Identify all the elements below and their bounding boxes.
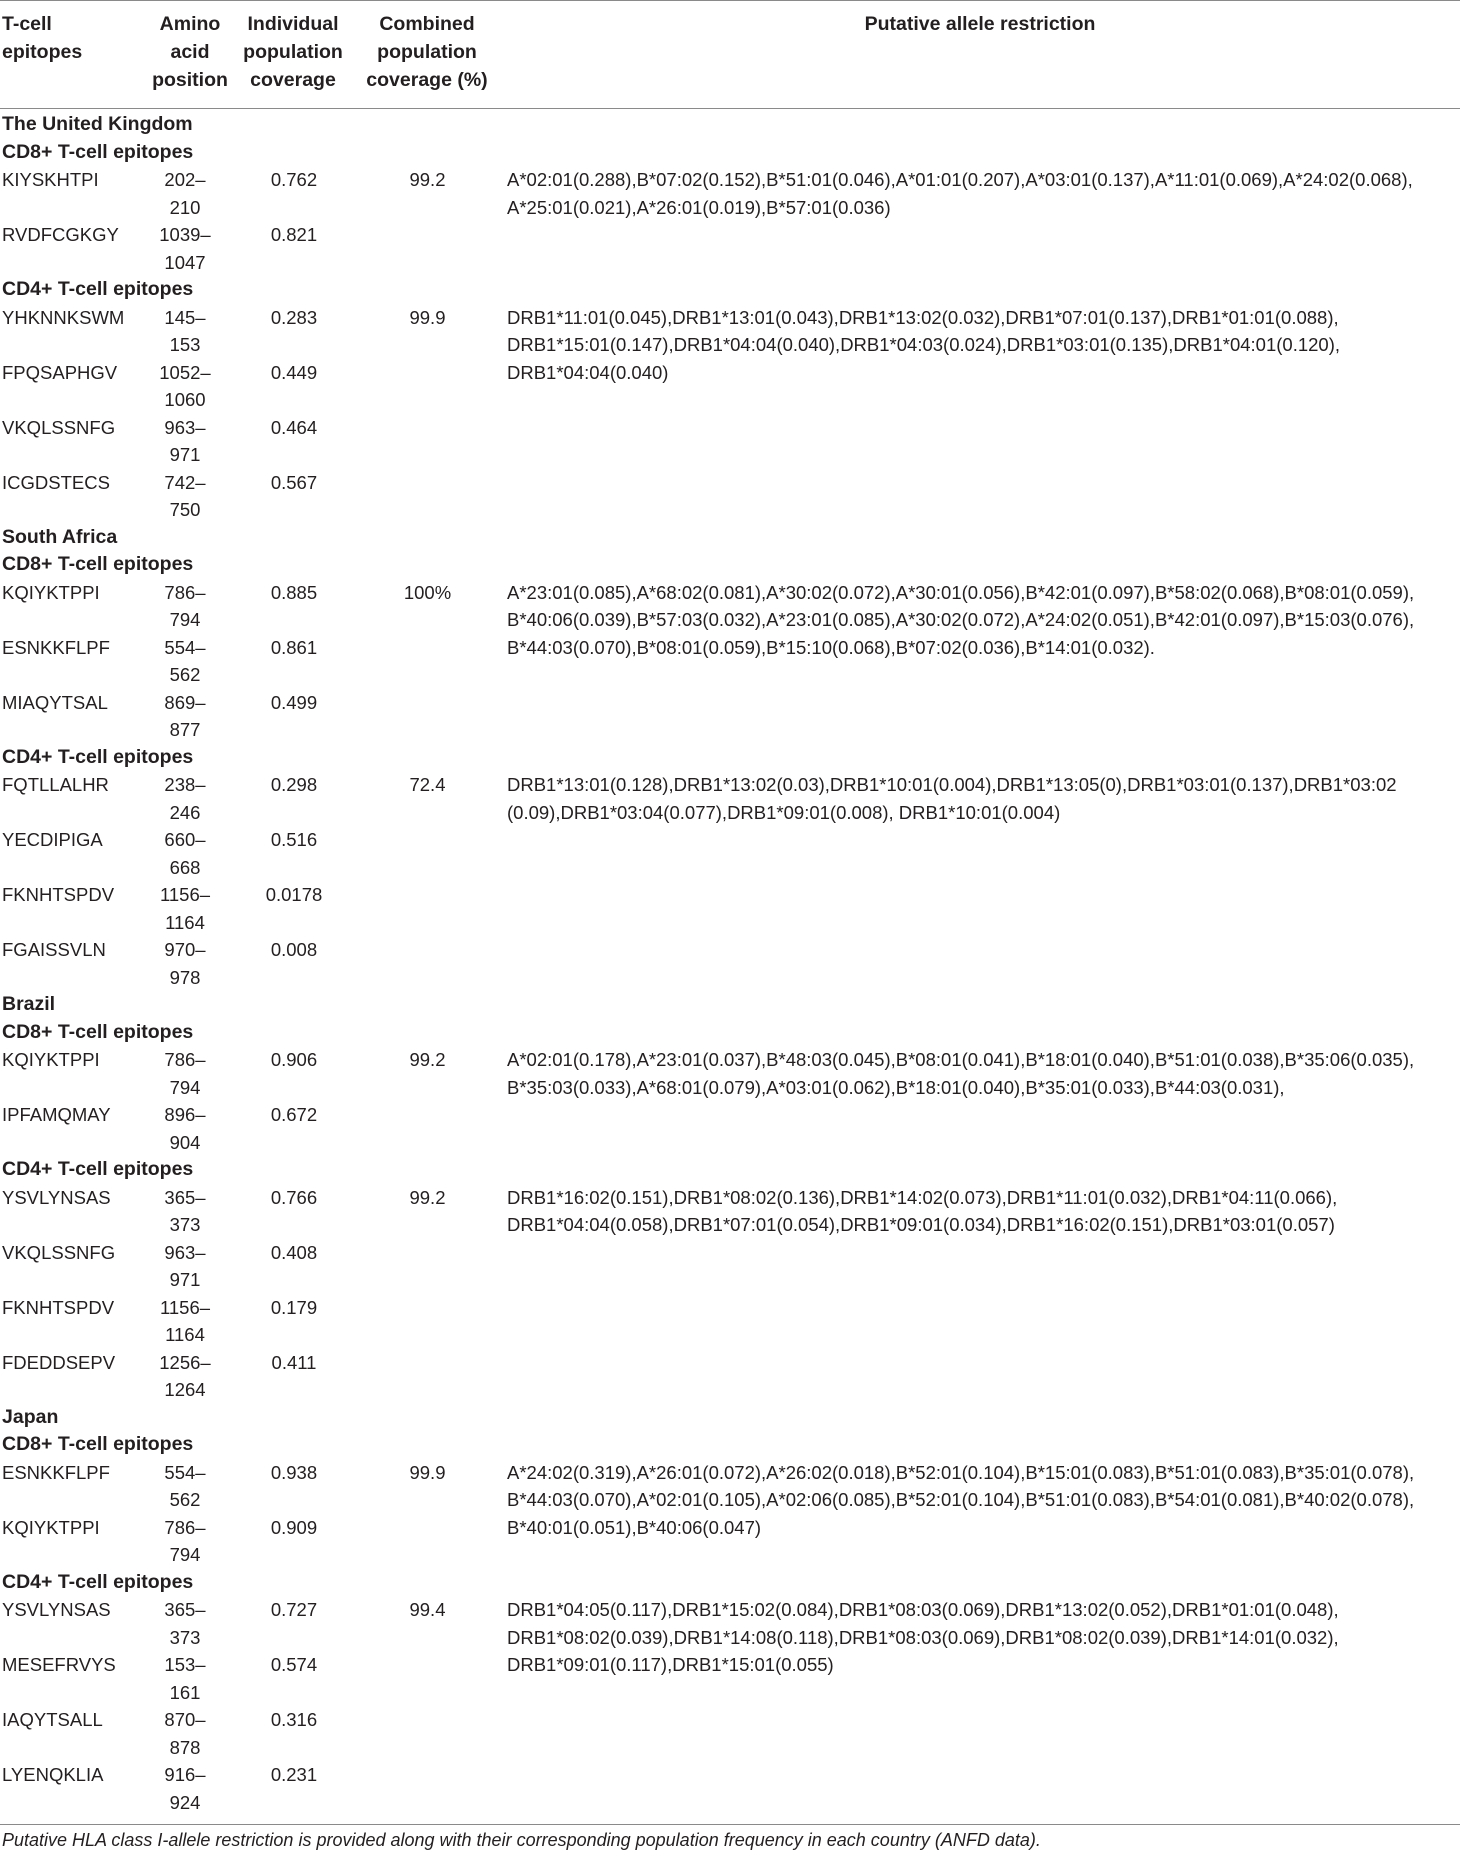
individual-coverage-cell: 0.906	[270, 1049, 318, 1070]
position-line: 238–	[164, 774, 206, 795]
position-cell	[145, 826, 225, 881]
position-line: 202–	[164, 169, 206, 190]
allele-restriction-cell	[507, 166, 1459, 221]
epitope-cell: KQIYKTPPI	[2, 1049, 100, 1070]
position-line: 786–	[164, 1049, 206, 1070]
header-position	[140, 10, 240, 94]
individual-coverage-cell: 0.298	[270, 774, 318, 795]
epitope-type-heading	[0, 1431, 1460, 1459]
table-row	[0, 1706, 1460, 1761]
position-cell	[145, 1294, 225, 1349]
position-cell	[145, 1761, 225, 1816]
allele-line: B*44:03(0.070),A*02:01(0.105),A*02:06(0.085),B*52:01(0.104),B*51:01(0.083),B*54:01(0.081),B*40:02(0.078),	[507, 1489, 1415, 1510]
header-line: coverage (%)	[366, 69, 488, 91]
epitope-cell: MESEFRVYS	[2, 1654, 116, 1675]
epitope-type-heading	[0, 1019, 1460, 1047]
heading-text: CD8+ T-cell epitopes	[2, 140, 194, 163]
position-cell	[145, 579, 225, 634]
combined-coverage-cell: 99.4	[409, 1599, 446, 1620]
position-cell	[145, 881, 225, 936]
allele-line: DRB1*04:05(0.117),DRB1*15:02(0.084),DRB1*08:03(0.069),DRB1*13:02(0.052),DRB1*01:01(0.048),	[507, 1599, 1339, 1620]
table-row	[0, 881, 1460, 936]
position-line: 794	[169, 609, 201, 630]
combined-coverage-cell: 99.9	[409, 1461, 446, 1483]
individual-coverage-cell: 0.574	[270, 1654, 318, 1675]
table-row	[0, 1514, 1460, 1569]
position-cell	[145, 1459, 225, 1514]
header-line: epitopes	[2, 41, 83, 63]
individual-coverage-cell: 0.449	[270, 361, 318, 383]
position-line: 373	[169, 1214, 201, 1235]
individual-coverage-cell: 0.499	[270, 691, 318, 713]
epitope-cell: KQIYKTPPI	[2, 1516, 100, 1538]
position-cell	[145, 1046, 225, 1101]
position-line: 1164	[165, 911, 205, 933]
header-line: acid	[170, 41, 210, 63]
heading-text: Japan	[2, 1405, 59, 1428]
position-line: 554–	[164, 1461, 206, 1483]
position-line: 869–	[164, 691, 206, 713]
individual-coverage-cell: 0.821	[270, 224, 318, 245]
individual-coverage-cell: 0.179	[270, 1296, 318, 1318]
table-row	[0, 936, 1460, 991]
epitope-type-heading	[0, 276, 1460, 304]
position-line: 963–	[164, 1241, 206, 1263]
table-row	[0, 359, 1460, 414]
epitope-cell: YSVLYNSAS	[2, 1599, 111, 1620]
position-line: 877	[169, 719, 201, 740]
epitope-cell: ESNKKFLPF	[2, 1461, 110, 1483]
combined-coverage-cell: 99.2	[409, 169, 446, 190]
position-line: 878	[169, 1736, 201, 1758]
heading-text: Brazil	[2, 993, 56, 1015]
individual-coverage-cell: 0.567	[270, 471, 318, 493]
heading-text: CD8+ T-cell epitopes	[2, 1020, 194, 1043]
table-body	[0, 109, 1460, 1816]
table-row	[0, 1239, 1460, 1294]
allele-line: DRB1*13:01(0.128),DRB1*13:02(0.03),DRB1*10:01(0.004),DRB1*13:05(0),DRB1*03:01(0.137),DRB1*03:02	[507, 774, 1397, 795]
position-line: 1047	[164, 251, 206, 273]
epitope-cell: FPQSAPHGV	[2, 361, 118, 383]
individual-coverage-cell: 0.408	[270, 1241, 318, 1263]
epitope-cell: FKNHTSPDV	[2, 884, 115, 905]
position-cell	[145, 469, 225, 524]
position-line: 246	[169, 801, 201, 823]
allele-line: A*24:02(0.319),A*26:01(0.072),A*26:02(0.018),B*52:01(0.104),B*15:01(0.083),B*51:01(0.083),B*35:01(0.078),	[507, 1461, 1415, 1483]
combined-coverage-cell: 100%	[403, 581, 452, 603]
position-line: 1039–	[159, 224, 211, 245]
position-cell	[145, 166, 225, 221]
header-line: population	[377, 41, 477, 63]
country-heading	[0, 1404, 1460, 1432]
position-line: 210	[169, 196, 201, 218]
position-line: 794	[169, 1544, 201, 1565]
epitope-cell: RVDFCGKGY	[2, 224, 119, 245]
position-line: 786–	[164, 1516, 206, 1538]
position-cell	[145, 1101, 225, 1156]
position-line: 904	[169, 1131, 201, 1153]
epitope-cell: IAQYTSALL	[2, 1709, 103, 1730]
position-cell	[145, 771, 225, 826]
table-row	[0, 469, 1460, 524]
table-row	[0, 166, 1460, 221]
epitope-type-heading	[0, 1569, 1460, 1597]
position-line: 963–	[164, 416, 206, 438]
individual-coverage-cell: 0.727	[270, 1599, 318, 1620]
position-line: 750	[169, 499, 201, 520]
epitope-cell: IPFAMQMAY	[2, 1104, 111, 1125]
individual-coverage-cell: 0.316	[270, 1709, 318, 1730]
position-cell	[145, 1239, 225, 1294]
position-line: 924	[169, 1791, 201, 1813]
heading-text: CD4+ T-cell epitopes	[2, 278, 194, 300]
country-heading	[0, 111, 1460, 139]
combined-coverage-cell: 72.4	[409, 774, 446, 795]
heading-text: CD8+ T-cell epitopes	[2, 553, 194, 575]
epitope-cell: YECDIPIGA	[2, 829, 103, 850]
header-line: population	[243, 41, 343, 63]
header-line: position	[152, 69, 228, 91]
individual-coverage-cell: 0.938	[270, 1461, 318, 1483]
epitope-cell: KQIYKTPPI	[2, 581, 100, 603]
epitope-type-heading	[0, 1156, 1460, 1184]
position-line: 668	[169, 856, 201, 878]
position-line: 1052–	[159, 361, 211, 383]
epitope-cell: MIAQYTSAL	[2, 691, 108, 713]
header-epitopes	[2, 10, 132, 66]
country-heading	[0, 991, 1460, 1019]
position-cell	[145, 1349, 225, 1404]
position-cell	[145, 634, 225, 689]
header-line: T-cell	[2, 13, 52, 35]
table-row	[0, 1046, 1460, 1101]
individual-coverage-cell: 0.909	[270, 1516, 318, 1538]
individual-coverage-cell: 0.464	[270, 416, 318, 438]
position-line: 1156–	[159, 1296, 211, 1318]
heading-text: CD8+ T-cell epitopes	[2, 1433, 194, 1455]
position-line: 153	[169, 334, 201, 355]
individual-coverage-cell: 0.008	[270, 939, 318, 960]
position-cell	[145, 359, 225, 414]
allele-line: B*44:03(0.070),B*08:01(0.059),B*15:10(0.068),B*07:02(0.036),B*14:01(0.032).	[507, 636, 1155, 658]
epitope-cell: LYENQKLIA	[2, 1764, 104, 1785]
position-line: 1164	[165, 1324, 205, 1345]
footnote-text: Putative HLA class I-allele restriction is provided along with their corresponding population frequency in each country (ANFD data).	[2, 1830, 1041, 1850]
position-line: 1060	[164, 389, 206, 410]
allele-line: DRB1*15:01(0.147),DRB1*04:04(0.040),DRB1*04:03(0.024),DRB1*03:01(0.135),DRB1*04:01(0.120),	[507, 334, 1340, 355]
individual-coverage-cell: 0.0178	[265, 884, 323, 905]
epitope-type-heading	[0, 551, 1460, 579]
header-line: Amino	[159, 13, 221, 35]
epitope-cell: ESNKKFLPF	[2, 636, 110, 658]
header-line: Individual	[247, 13, 339, 35]
table-row	[0, 1184, 1460, 1239]
individual-coverage-cell: 0.411	[271, 1351, 317, 1373]
position-line: 161	[169, 1681, 201, 1703]
heading-text: CD4+ T-cell epitopes	[2, 1158, 194, 1180]
position-line: 971	[169, 1269, 201, 1290]
epitope-cell: YHKNNKSWM	[2, 306, 125, 328]
header-combined-coverage	[362, 10, 492, 94]
epitope-cell: ICGDSTECS	[2, 471, 110, 493]
allele-restriction-cell	[507, 1046, 1459, 1101]
epitope-type-heading	[0, 744, 1460, 772]
epitope-cell: FKNHTSPDV	[2, 1296, 115, 1318]
header-allele-restriction: Putative allele restriction	[864, 13, 1096, 35]
position-line: 916–	[164, 1764, 206, 1785]
allele-line: DRB1*08:02(0.039),DRB1*14:08(0.118),DRB1*08:03(0.069),DRB1*08:02(0.039),DRB1*14:01(0.032),	[507, 1626, 1339, 1648]
position-line: 365–	[164, 1186, 206, 1208]
country-heading	[0, 524, 1460, 552]
allele-restriction-cell	[507, 771, 1459, 826]
position-cell	[145, 221, 225, 276]
position-line: 660–	[164, 829, 206, 850]
table-footnote	[0, 1824, 1460, 1850]
allele-line: B*35:03(0.033),A*68:01(0.079),A*03:01(0.062),B*18:01(0.040),B*35:01(0.033),B*44:03(0.031),	[507, 1076, 1285, 1098]
header-line: Combined	[379, 13, 475, 35]
position-cell	[145, 1514, 225, 1569]
allele-line: A*25:01(0.021),A*26:01(0.019),B*57:01(0.036)	[507, 196, 891, 218]
epitope-cell: VKQLSSNFG	[2, 1241, 116, 1263]
position-cell	[145, 1651, 225, 1706]
allele-line: B*40:06(0.039),B*57:03(0.032),A*23:01(0.085),A*30:02(0.072),A*24:02(0.051),B*42:01(0.097),B*15:03(0.076),	[507, 609, 1415, 630]
table-row	[0, 1294, 1460, 1349]
allele-line: DRB1*09:01(0.117),DRB1*15:01(0.055)	[507, 1654, 834, 1675]
epitope-cell: FGAISSVLN	[2, 939, 106, 960]
epitope-cell: VKQLSSNFG	[2, 416, 116, 438]
position-line: 978	[169, 966, 201, 988]
combined-coverage-cell: 99.9	[409, 306, 446, 328]
position-line: 1156–	[159, 884, 211, 905]
table-row	[0, 634, 1460, 689]
position-cell	[145, 689, 225, 744]
allele-line: A*23:01(0.085),A*68:02(0.081),A*30:02(0.072),A*30:01(0.056),B*42:01(0.097),B*58:02(0.068),B*08:01(0.059),	[507, 581, 1415, 603]
combined-coverage-cell: 99.2	[409, 1049, 446, 1070]
position-line: 554–	[164, 636, 206, 658]
position-cell	[145, 936, 225, 991]
position-line: 870–	[164, 1709, 206, 1730]
individual-coverage-cell: 0.766	[270, 1186, 318, 1208]
allele-line: B*40:01(0.051),B*40:06(0.047)	[507, 1516, 762, 1538]
individual-coverage-cell: 0.672	[270, 1104, 318, 1125]
position-line: 786–	[164, 581, 206, 603]
table-row	[0, 414, 1460, 469]
table-row	[0, 826, 1460, 881]
position-cell	[145, 1706, 225, 1761]
position-line: 794	[169, 1076, 201, 1098]
allele-line: A*02:01(0.288),B*07:02(0.152),B*51:01(0.046),A*01:01(0.207),A*03:01(0.137),A*11:01(0.069),A*24:02(0.068),	[507, 169, 1413, 190]
heading-text: South Africa	[2, 525, 118, 548]
allele-line: DRB1*11:01(0.045),DRB1*13:01(0.043),DRB1*13:02(0.032),DRB1*07:01(0.137),DRB1*01:01(0.088),	[507, 306, 1339, 328]
position-line: 145–	[164, 306, 206, 328]
table-row	[0, 1761, 1460, 1816]
individual-coverage-cell: 0.762	[270, 169, 318, 190]
epitope-type-heading	[0, 139, 1460, 167]
position-line: 373	[169, 1626, 201, 1648]
heading-text: The United Kingdom	[2, 113, 193, 135]
table-row	[0, 771, 1460, 826]
position-line: 365–	[164, 1599, 206, 1620]
epitope-cell: FDEDDSEPV	[2, 1351, 116, 1373]
individual-coverage-cell: 0.231	[270, 1764, 318, 1785]
allele-line: A*02:01(0.178),A*23:01(0.037),B*48:03(0.045),B*08:01(0.041),B*18:01(0.040),B*51:01(0.038),B*35:06(0.035),	[507, 1049, 1415, 1070]
position-line: 970–	[164, 939, 206, 960]
allele-line: DRB1*04:04(0.040)	[507, 361, 669, 383]
position-line: 562	[169, 1489, 201, 1510]
individual-coverage-cell: 0.516	[270, 829, 318, 850]
allele-line: DRB1*04:04(0.058),DRB1*07:01(0.054),DRB1*09:01(0.034),DRB1*16:02(0.151),DRB1*03:01(0.057)	[507, 1214, 1335, 1235]
table-row	[0, 1101, 1460, 1156]
epitope-cell: FQTLLALHR	[2, 774, 109, 795]
table-row	[0, 221, 1460, 276]
position-cell	[145, 304, 225, 359]
individual-coverage-cell: 0.283	[270, 306, 318, 328]
position-line: 742–	[164, 471, 206, 493]
epitope-cell: YSVLYNSAS	[2, 1186, 111, 1208]
epitope-cell: KIYSKHTPI	[2, 169, 99, 190]
position-line: 562	[169, 664, 201, 685]
individual-coverage-cell: 0.861	[270, 636, 318, 658]
individual-coverage-cell: 0.885	[270, 581, 318, 603]
table-header	[0, 0, 1460, 109]
allele-line: DRB1*16:02(0.151),DRB1*08:02(0.136),DRB1*14:02(0.073),DRB1*11:01(0.032),DRB1*04:11(0.066),	[507, 1186, 1338, 1208]
table-row	[0, 1349, 1460, 1404]
position-line: 971	[169, 444, 201, 465]
position-line: 153–	[164, 1654, 206, 1675]
header-line: coverage	[250, 69, 336, 91]
position-cell	[145, 1596, 225, 1651]
position-line: 1256–	[159, 1351, 211, 1373]
position-cell	[145, 1184, 225, 1239]
combined-coverage-cell: 99.2	[409, 1186, 446, 1208]
header-individual-coverage	[238, 10, 348, 94]
heading-text: CD4+ T-cell epitopes	[2, 745, 194, 768]
table-row	[0, 1651, 1460, 1706]
allele-restriction-cell	[507, 1184, 1459, 1239]
heading-text: CD4+ T-cell epitopes	[2, 1570, 194, 1593]
position-cell	[145, 414, 225, 469]
position-line: 1264	[164, 1379, 206, 1400]
allele-line: (0.09),DRB1*03:04(0.077),DRB1*09:01(0.008), DRB1*10:01(0.004)	[507, 801, 1061, 823]
position-line: 896–	[164, 1104, 206, 1125]
table-row	[0, 689, 1460, 744]
